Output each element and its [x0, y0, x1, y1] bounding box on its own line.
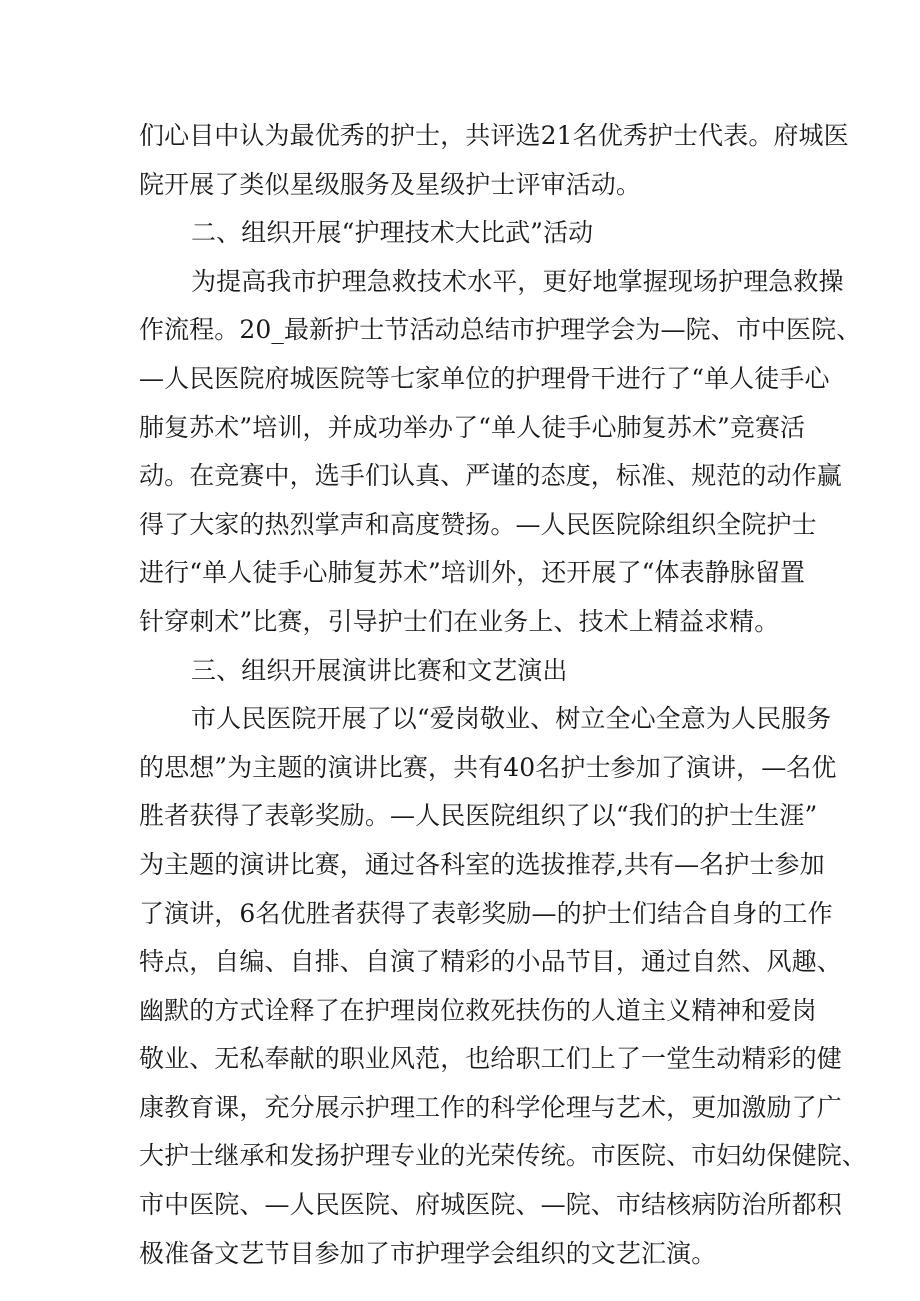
text-line: 院开展了类似星级服务及星级护士评审活动。: [139, 169, 642, 199]
text-line: 敬业、无私奉献的职业风范，也给职工们上了一堂生动精彩的健: [139, 1044, 842, 1074]
text-line: 针穿刺术”比赛，引导护士们在业务上、技术上精益求精。: [139, 606, 780, 636]
text-line: 的思想”为主题的演讲比赛，共有40名护士参加了演讲，—名优: [139, 752, 837, 782]
text-line: 动。在竞赛中，选手们认真、严谨的态度，标准、规范的动作赢: [139, 461, 842, 491]
document-body: [139, 112, 867, 1278]
text-line: 肺复苏术”培训，并成功举办了“单人徒手心肺复苏术”竞赛活: [139, 412, 806, 442]
text-line: 康教育课，充分展示护理工作的科学伦理与艺术，更加激励了广: [139, 1092, 842, 1122]
text-line: 进行“单人徒手心肺复苏术”培训外，还开展了“体表静脉留置: [139, 558, 806, 588]
text-line: 了演讲，6名优胜者获得了表彰奖励—的护士们结合自身的工作: [139, 898, 833, 928]
text-line: 大护士继承和发扬护理专业的光荣传统。市医院、市妇幼保健院、: [139, 1141, 867, 1171]
text-line: 胜者获得了表彰奖励。—人民医院组织了以“我们的护士生涯”: [139, 801, 818, 831]
text-line: 特点，自编、自排、自演了精彩的小品节目，通过自然、风趣、: [139, 947, 842, 977]
text-line: —人民医院府城医院等七家单位的护理骨干进行了“单人徒手心: [139, 363, 830, 393]
text-line: 市中医院、—人民医院、府城医院、—院、市结核病防治所都积: [139, 1190, 842, 1220]
text-line: 幽默的方式诠释了在护理岗位救死扶伤的人道主义精神和爱岗: [139, 995, 817, 1025]
text-line: 们心目中认为最优秀的护士，共评选21名优秀护士代表。府城医: [139, 121, 849, 150]
text-line: 极准备文艺节目参加了市护理学会组织的文艺汇演。: [139, 1238, 717, 1268]
section-heading-3: 三、组织开展演讲比赛和文艺演出: [191, 655, 568, 685]
paragraph-start: 为提高我市护理急救技术水平，更好地掌握现场护理急救操: [191, 266, 844, 296]
section-heading-2: 二、组织开展“护理技术大比武”活动: [191, 218, 594, 248]
paragraph-start: 市人民医院开展了以“爱岗敬业、树立全心全意为人民服务: [191, 704, 832, 734]
text-line: 为主题的演讲比赛，通过各科室的选拔推荐,共有—名护士参加: [139, 849, 825, 879]
text-line: 作流程。20_最新护士节活动总结市护理学会为—院、市中医院、: [139, 315, 862, 345]
text-line: 得了大家的热烈掌声和高度赞扬。—人民医院除组织全院护士: [139, 509, 817, 539]
